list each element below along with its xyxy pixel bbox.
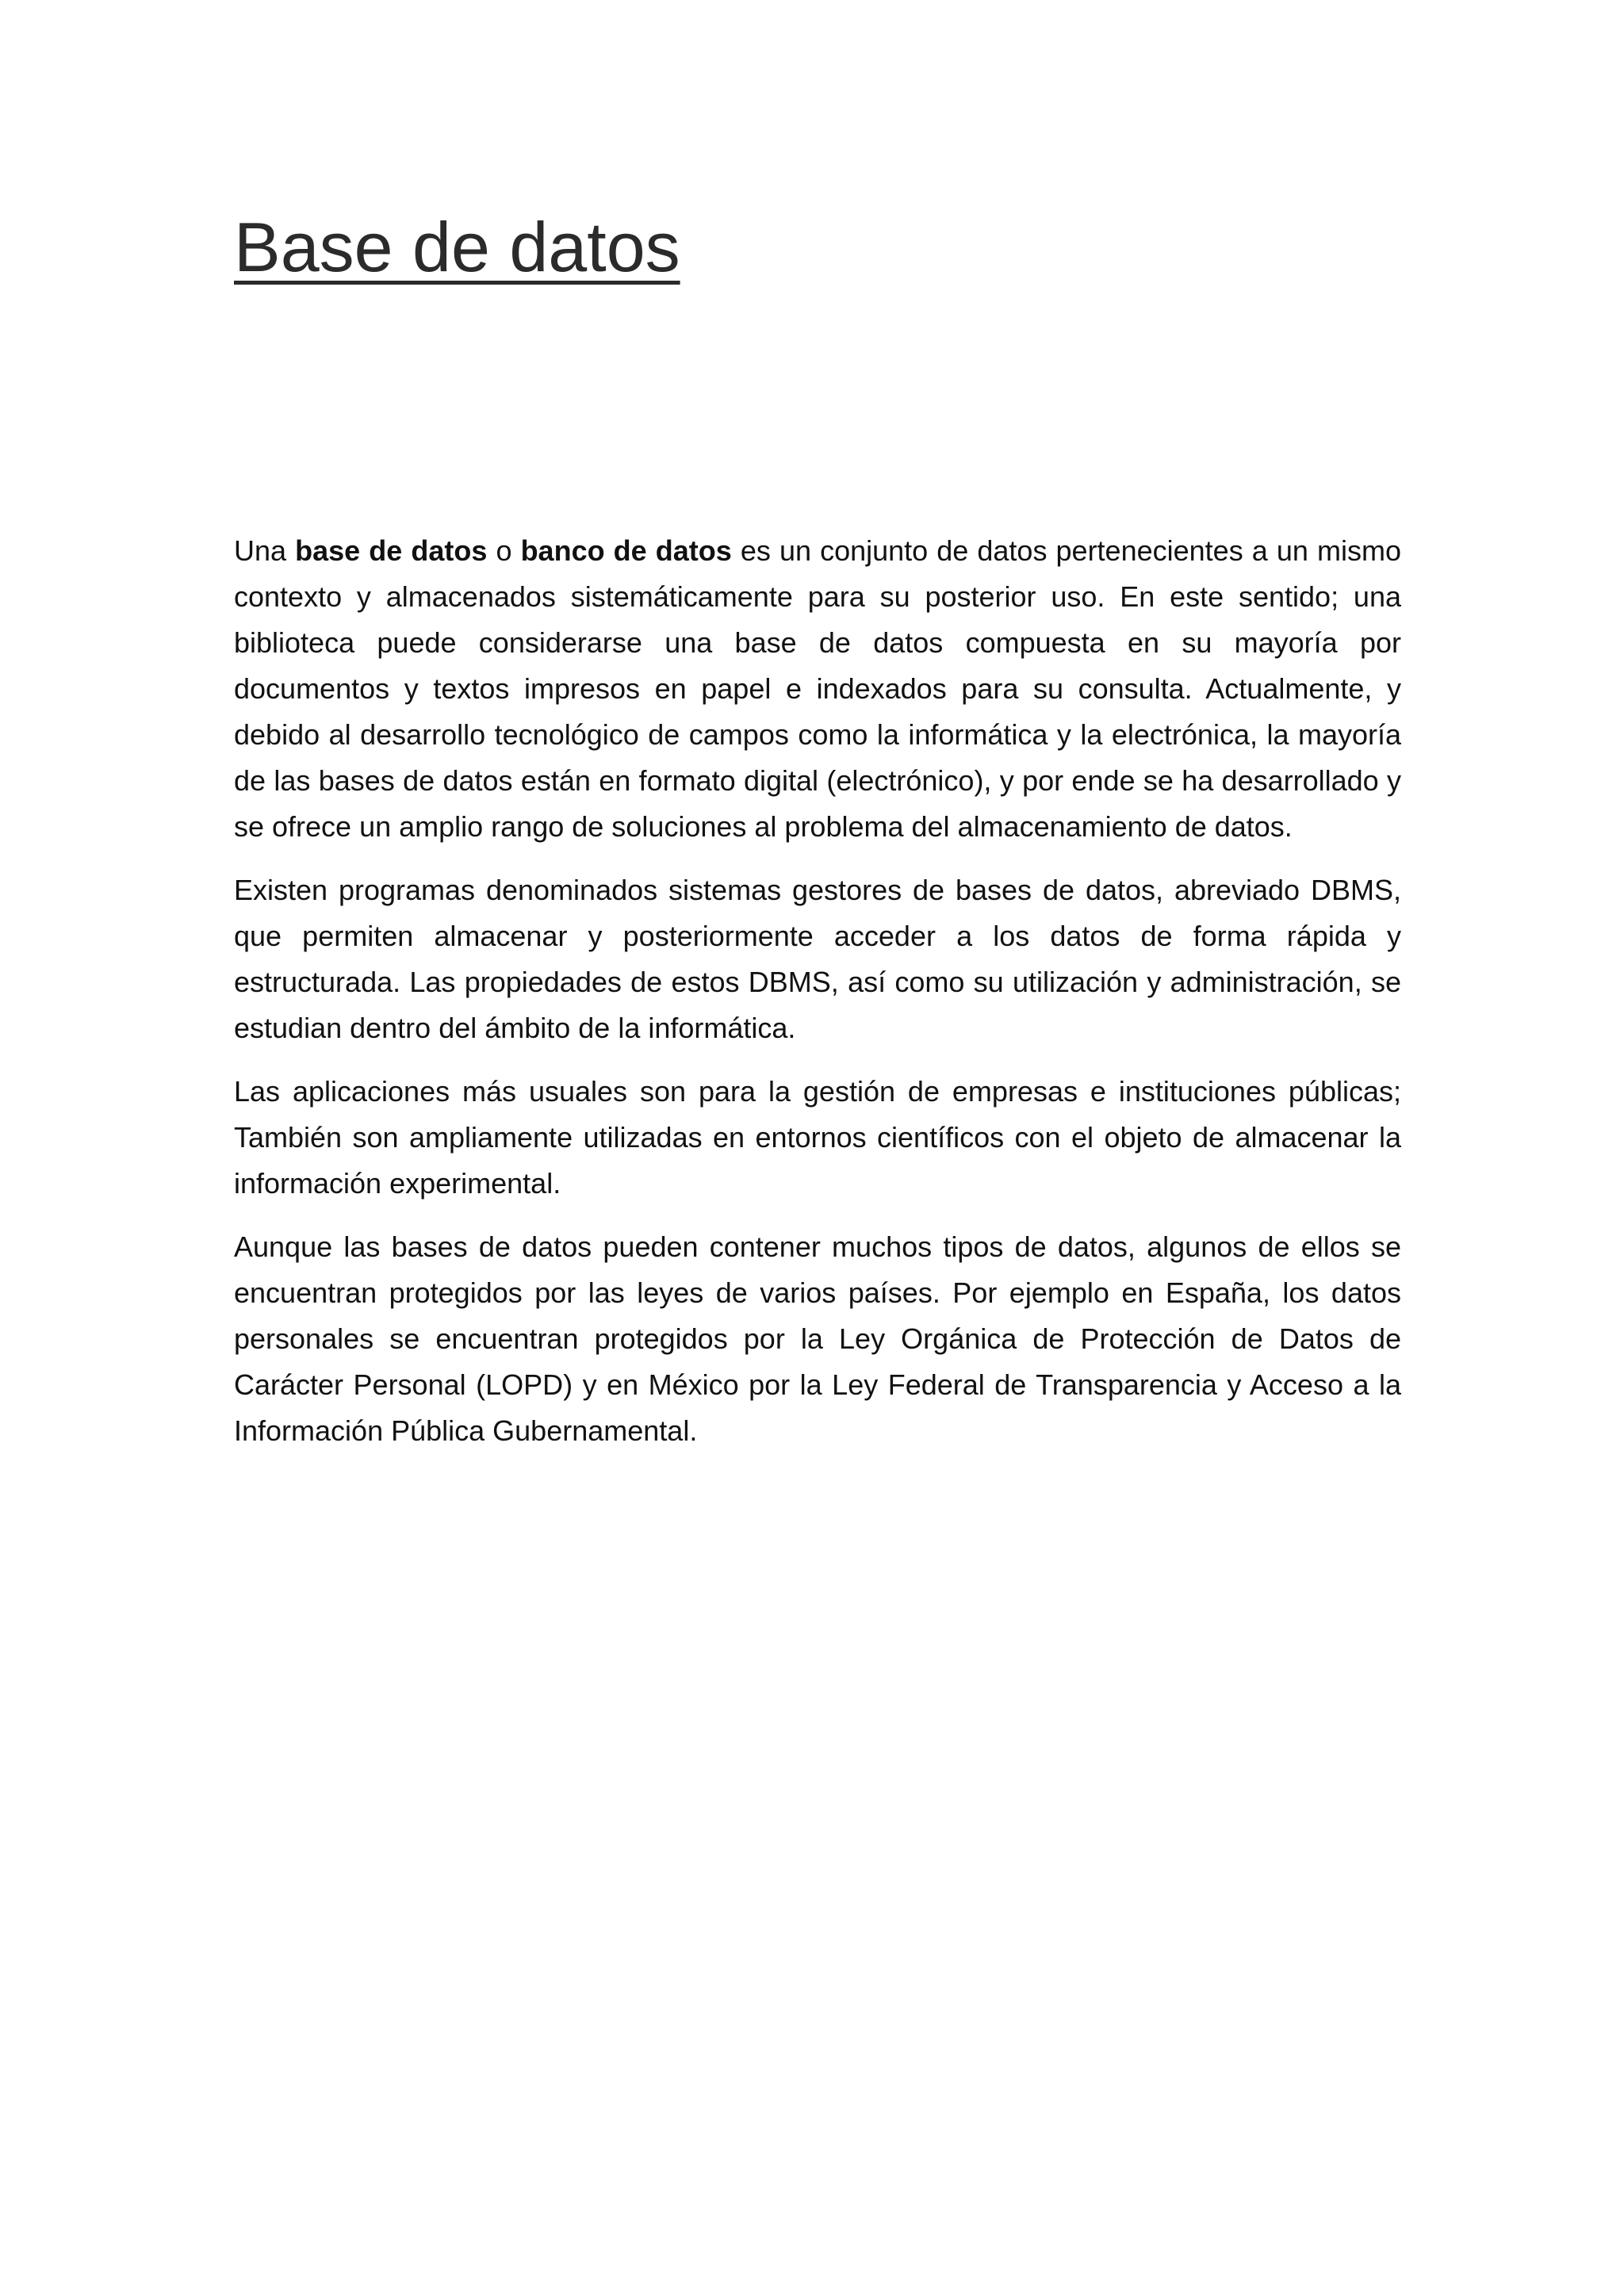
paragraph-intro-text-3: es un conjunto de datos pertenecientes a un mismo contexto y almacenados sistemáticamente para su posterior uso. En este sentido; una biblioteca puede considerarse una base de datos compuesta en su mayoría por documentos y textos impresos en papel e indexados para su consulta. Actualmente, y debido al desarrollo tecnológico de campos como la informática y la electrónica, la mayoría de las bases de datos están en formato digital (electrónico), y por ende se ha desarrollado y se ofrece un amplio rango de soluciones al problema del almacenamiento de datos. (234, 534, 1401, 843)
page-title: Base de datos (234, 208, 680, 286)
paragraph-intro (234, 528, 1401, 850)
paragraph-applications: Las aplicaciones más usuales son para la gestión de empresas e instituciones públicas; También son ampliamente utilizadas en entornos científicos con el objeto de almacenar la información experimental. (234, 1075, 1401, 1200)
term-banco-de-datos: banco de datos (520, 534, 732, 567)
document-body (234, 528, 1401, 1471)
term-base-de-datos: base de datos (295, 534, 488, 567)
paragraph-legal: Aunque las bases de datos pueden contener muchos tipos de datos, algunos de ellos se encuentran protegidos por las leyes de varios países. Por ejemplo en España, los datos personales se encuentran protegidos por la Ley Orgánica de Protección de Datos de Carácter Personal (LOPD) y en México por la Ley Federal de Transparencia y Acceso a la Información Pública Gubernamental. (234, 1230, 1401, 1447)
paragraph-dbms: Existen programas denominados sistemas gestores de bases de datos, abreviado DBMS, que permiten almacenar y posteriormente acceder a los datos de forma rápida y estructurada. Las propiedades de estos DBMS, así como su utilización y administración, se estudian dentro del ámbito de la informática. (234, 874, 1401, 1044)
paragraph-intro-text-2: o (487, 534, 521, 567)
paragraph-intro-text-1: Una (234, 534, 296, 567)
